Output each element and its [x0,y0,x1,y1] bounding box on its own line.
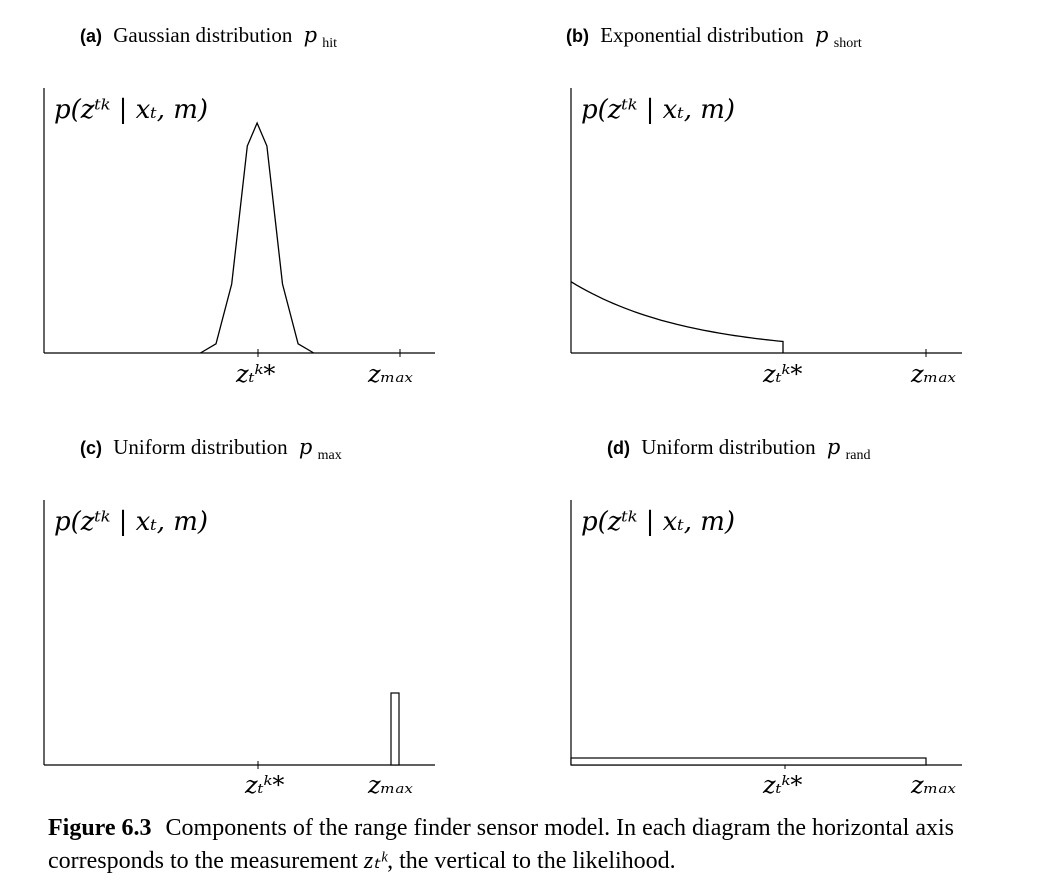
panel-d-xtick-zmax: zₘₐₓ [911,771,956,799]
panel-c-title-sub: max [317,448,342,463]
panel-d-title [607,435,871,463]
panel-c-xtick-zstar: zₜᵏ* [245,771,285,799]
panel-d-title-sub: rand [845,448,871,463]
caption-symbol: zₜᵏ [363,848,388,874]
panel-d-title-sym: p [826,435,841,459]
panel-a-ylabel: p(zᵗᵏ | xₜ, m) [54,95,209,125]
panel-a-xtick-zstar: zₜᵏ* [236,360,276,388]
panel-b-title-sub: short [833,36,862,51]
panel-b-title [566,23,862,51]
panel-a-title-text: Gaussian distribution [113,23,293,47]
caption-text-1: Components of the range finder sensor model. In each diagram the horizontal axis corresponds to the measurement [48,815,954,874]
panel-c-ylabel: p(zᵗᵏ | xₜ, m) [54,507,209,537]
panel-c-point-mass-bar [391,693,399,765]
caption-label: Figure 6.3 [48,815,152,841]
panel-c-xtick-zmax: zₘₐₓ [368,771,413,799]
panel-b-label: (b) [566,26,589,46]
panel-a-xtick-zmax: zₘₐₓ [368,360,413,388]
panel-b-title-sym: p [815,23,829,47]
panel-c-title-sym: p [298,435,313,459]
panel-d-title-text: Uniform distribution [641,435,816,459]
caption-text-2: , the vertical to the likelihood. [387,848,676,874]
panel-d-uniform-band [571,758,926,765]
panel-d-ylabel: p(zᵗᵏ | xₜ, m) [581,507,736,537]
panel-a-gaussian-curve [200,123,313,353]
panel-c-label: (c) [80,438,102,458]
panel-b-title-text: Exponential distribution [600,23,804,47]
panel-d [571,435,962,799]
panel-b-xtick-zmax: zₘₐₓ [911,360,956,388]
panel-b-xtick-zstar: zₜᵏ* [763,360,803,388]
panel-a-title [80,23,337,51]
panel-c-title [80,435,342,463]
panel-c-title-text: Uniform distribution [113,435,288,459]
panel-b-ylabel: p(zᵗᵏ | xₜ, m) [581,95,736,125]
panel-d-label: (d) [607,438,630,458]
panel-b-exponential-curve [571,282,783,353]
panel-c [44,435,435,799]
panel-d-xtick-zstar: zₜᵏ* [763,771,803,799]
panel-a [44,23,435,388]
panel-b [566,23,962,388]
panel-a-label: (a) [80,26,102,46]
panel-a-title-sym: p [303,23,318,47]
figure-caption [48,812,1023,878]
panel-a-title-sub: hit [322,36,338,51]
